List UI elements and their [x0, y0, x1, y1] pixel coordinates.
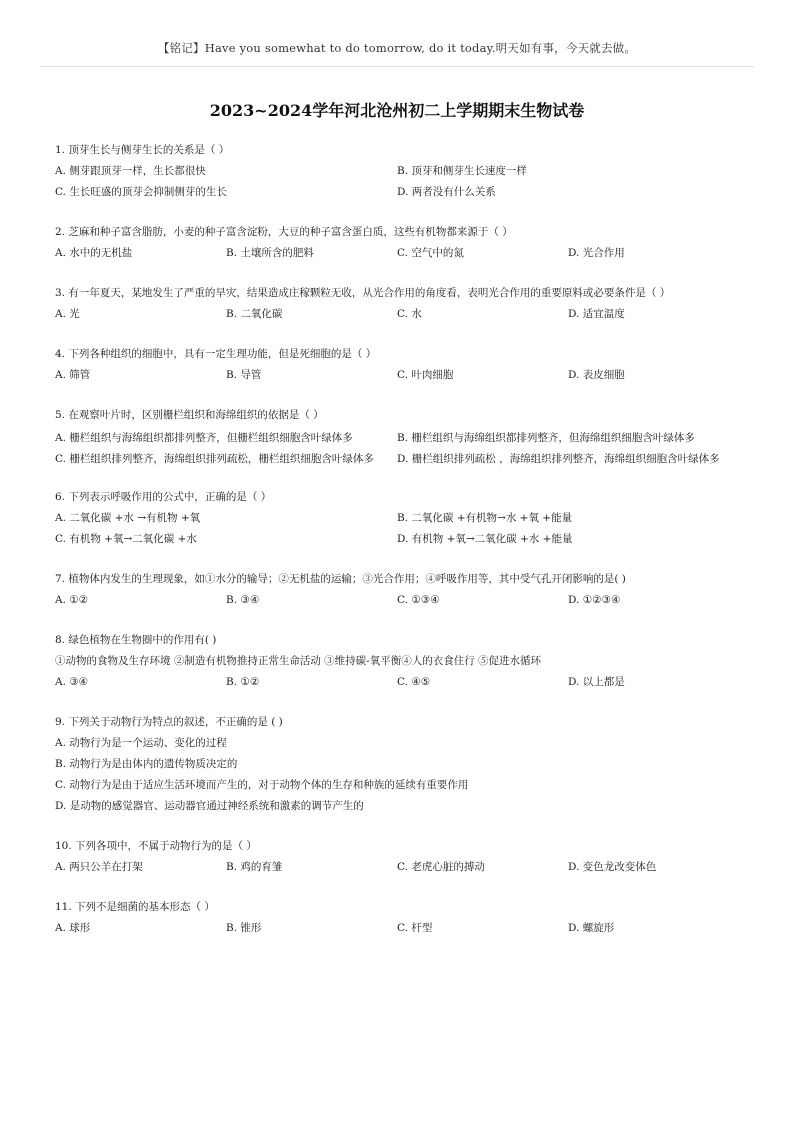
option-d[interactable]: D. 有机物 +氧→二氧化碳 +水 +能量 — [397, 533, 573, 545]
option-d[interactable]: D. 表皮细胞 — [568, 369, 625, 381]
question-11 — [55, 899, 745, 941]
option-b[interactable]: B. 二氧化碳 — [226, 308, 283, 320]
option-a[interactable]: A. 球形 — [55, 922, 91, 934]
option-b[interactable]: B. ①② — [226, 676, 260, 688]
option-a[interactable]: A. 栅栏组织与海绵组织都排列整齐，但栅栏组织细胞含叶绿体多 — [55, 432, 353, 444]
option-list — [55, 163, 745, 205]
option-a[interactable]: A. 二氧化碳 +水 →有机物 +氧 — [55, 512, 201, 524]
question-stem: 10. 下列各项中，不属于动物行为的是（ ） — [55, 840, 257, 852]
option-list — [55, 592, 745, 613]
option-a[interactable]: A. 筛管 — [55, 369, 91, 381]
question-stem: 8. 绿色植物在生物圈中的作用有( ) — [55, 634, 217, 646]
option-b[interactable]: B. 锥形 — [226, 922, 262, 934]
option-list — [55, 510, 745, 552]
option-d[interactable]: D. 适宜温度 — [568, 308, 625, 320]
question-stem: 1. 顶芽生长与侧芽生长的关系是（ ） — [55, 144, 230, 156]
option-a[interactable]: A. 光 — [55, 308, 80, 320]
exam-title: 2023~2024学年河北沧州初二上学期期末生物试卷 — [209, 101, 585, 120]
option-d[interactable]: D. 以上都是 — [568, 676, 625, 688]
question-10 — [55, 838, 745, 880]
question-1 — [55, 142, 745, 205]
question-4 — [55, 346, 745, 388]
option-c[interactable]: C. 栅栏组织排列整齐，海绵组织排列疏松，栅栏组织细胞含叶绿体多 — [55, 453, 374, 465]
question-stem: 3. 有一年夏天，某地发生了严重的旱灾，结果造成庄稼颗粒无收，从光合作用的角度看，表明光合作用的重要原料或必要条件是（ ） — [55, 287, 671, 299]
question-8 — [55, 632, 745, 695]
option-b[interactable]: B. 二氧化碳 +有机物→水 +氧 +能量 — [397, 512, 573, 524]
option-d[interactable]: D. 两者没有什么关系 — [397, 186, 496, 198]
option-b[interactable]: B. ③④ — [226, 594, 260, 606]
header-motto: 【铭记】Have you somewhat to do tomorrow, do it today.明天如有事，今天就去做。 — [157, 41, 637, 55]
question-subtext: ①动物的食物及生存环境 ②制造有机物推持正常生命活动 ③维持碳-氧平衡④人的衣食住行 ⑤促进水循环 — [55, 655, 542, 667]
option-a[interactable]: A. 两只公羊在打架 — [55, 861, 143, 873]
option-c[interactable]: C. ①③④ — [397, 594, 440, 606]
option-a[interactable]: A. 动物行为是一个运动、变化的过程 — [55, 737, 227, 749]
option-c[interactable]: C. 老虎心脏的搏动 — [397, 861, 485, 873]
question-stem: 2. 芝麻和种子富含脂肪，小麦的种子富含淀粉，大豆的种子富含蛋白质，这些有机物都来源于（ ） — [55, 226, 513, 238]
option-list — [55, 920, 745, 941]
option-d[interactable]: D. 变色龙改变体色 — [568, 861, 657, 873]
option-list — [55, 735, 745, 819]
option-a[interactable]: A. 侧芽跟顶芽一样，生长都很快 — [55, 165, 206, 177]
option-c[interactable]: C. 有机物 +氧→二氧化碳 +水 — [55, 533, 197, 545]
option-b[interactable]: B. 栅栏组织与海绵组织都排列整齐，但海绵组织细胞含叶绿体多 — [397, 432, 695, 444]
question-stem: 7. 植物体内发生的生理现象，如①水分的输导；②无机盐的运输；③光合作用；④呼吸作用等，其中受气孔开闭影响的是( ) — [55, 573, 626, 585]
option-b[interactable]: B. 导管 — [226, 369, 262, 381]
option-a[interactable]: A. ①② — [55, 594, 89, 606]
option-b[interactable]: B. 动物行为是由体内的遗传物质决定的 — [55, 758, 238, 770]
option-list — [55, 245, 745, 266]
option-d[interactable]: D. ①②③④ — [568, 594, 621, 606]
question-stem: 11. 下列不是细菌的基本形态（ ） — [55, 901, 215, 913]
option-b[interactable]: B. 土壤所含的肥料 — [226, 247, 314, 259]
option-c[interactable]: C. 空气中的氮 — [397, 247, 464, 259]
option-d[interactable]: D. 是动物的感觉器官、运动器官通过神经系统和激素的调节产生的 — [55, 800, 364, 812]
option-c[interactable]: C. 叶肉细胞 — [397, 369, 454, 381]
question-2 — [55, 224, 745, 266]
option-c[interactable]: C. 杆型 — [397, 922, 433, 934]
option-b[interactable]: B. 顶芽和侧芽生长速度一样 — [397, 165, 527, 177]
question-list — [55, 142, 745, 960]
option-d[interactable]: D. 光合作用 — [568, 247, 625, 259]
option-c[interactable]: C. 水 — [397, 308, 422, 320]
option-list — [55, 306, 745, 327]
option-list — [55, 859, 745, 880]
option-list — [55, 674, 745, 695]
option-a[interactable]: A. 水中的无机盐 — [55, 247, 133, 259]
question-stem: 4. 下列各种组织的细胞中，具有一定生理功能，但是死细胞的是（ ） — [55, 348, 377, 360]
option-list — [55, 428, 745, 470]
option-list — [55, 367, 745, 388]
option-d[interactable]: D. 螺旋形 — [568, 922, 615, 934]
option-c[interactable]: C. 动物行为是由于适应生活环境而产生的，对于动物个体的生存和种族的延续有重要作用 — [55, 779, 469, 791]
option-c[interactable]: C. ④⑤ — [397, 676, 431, 688]
question-3 — [55, 285, 745, 327]
question-stem: 9. 下列关于动物行为特点的叙述，不正确的是 ( ) — [55, 716, 283, 728]
question-7 — [55, 571, 745, 613]
option-c[interactable]: C. 生长旺盛的顶芽会抑制侧芽的生长 — [55, 186, 227, 198]
question-9 — [55, 714, 745, 819]
header-divider — [40, 66, 754, 67]
option-a[interactable]: A. ③④ — [55, 676, 89, 688]
question-5 — [55, 407, 745, 470]
option-d[interactable]: D. 栅栏组织排列疏松 ，海绵组织排列整齐，海绵组织细胞含叶绿体多 — [397, 453, 720, 465]
question-stem: 6. 下列表示呼吸作用的公式中，正确的是（ ） — [55, 491, 272, 503]
option-b[interactable]: B. 鸡的育雏 — [226, 861, 283, 873]
question-stem: 5. 在观察叶片时，区别栅栏组织和海绵组织的依据是（ ） — [55, 409, 324, 421]
question-6 — [55, 489, 745, 552]
